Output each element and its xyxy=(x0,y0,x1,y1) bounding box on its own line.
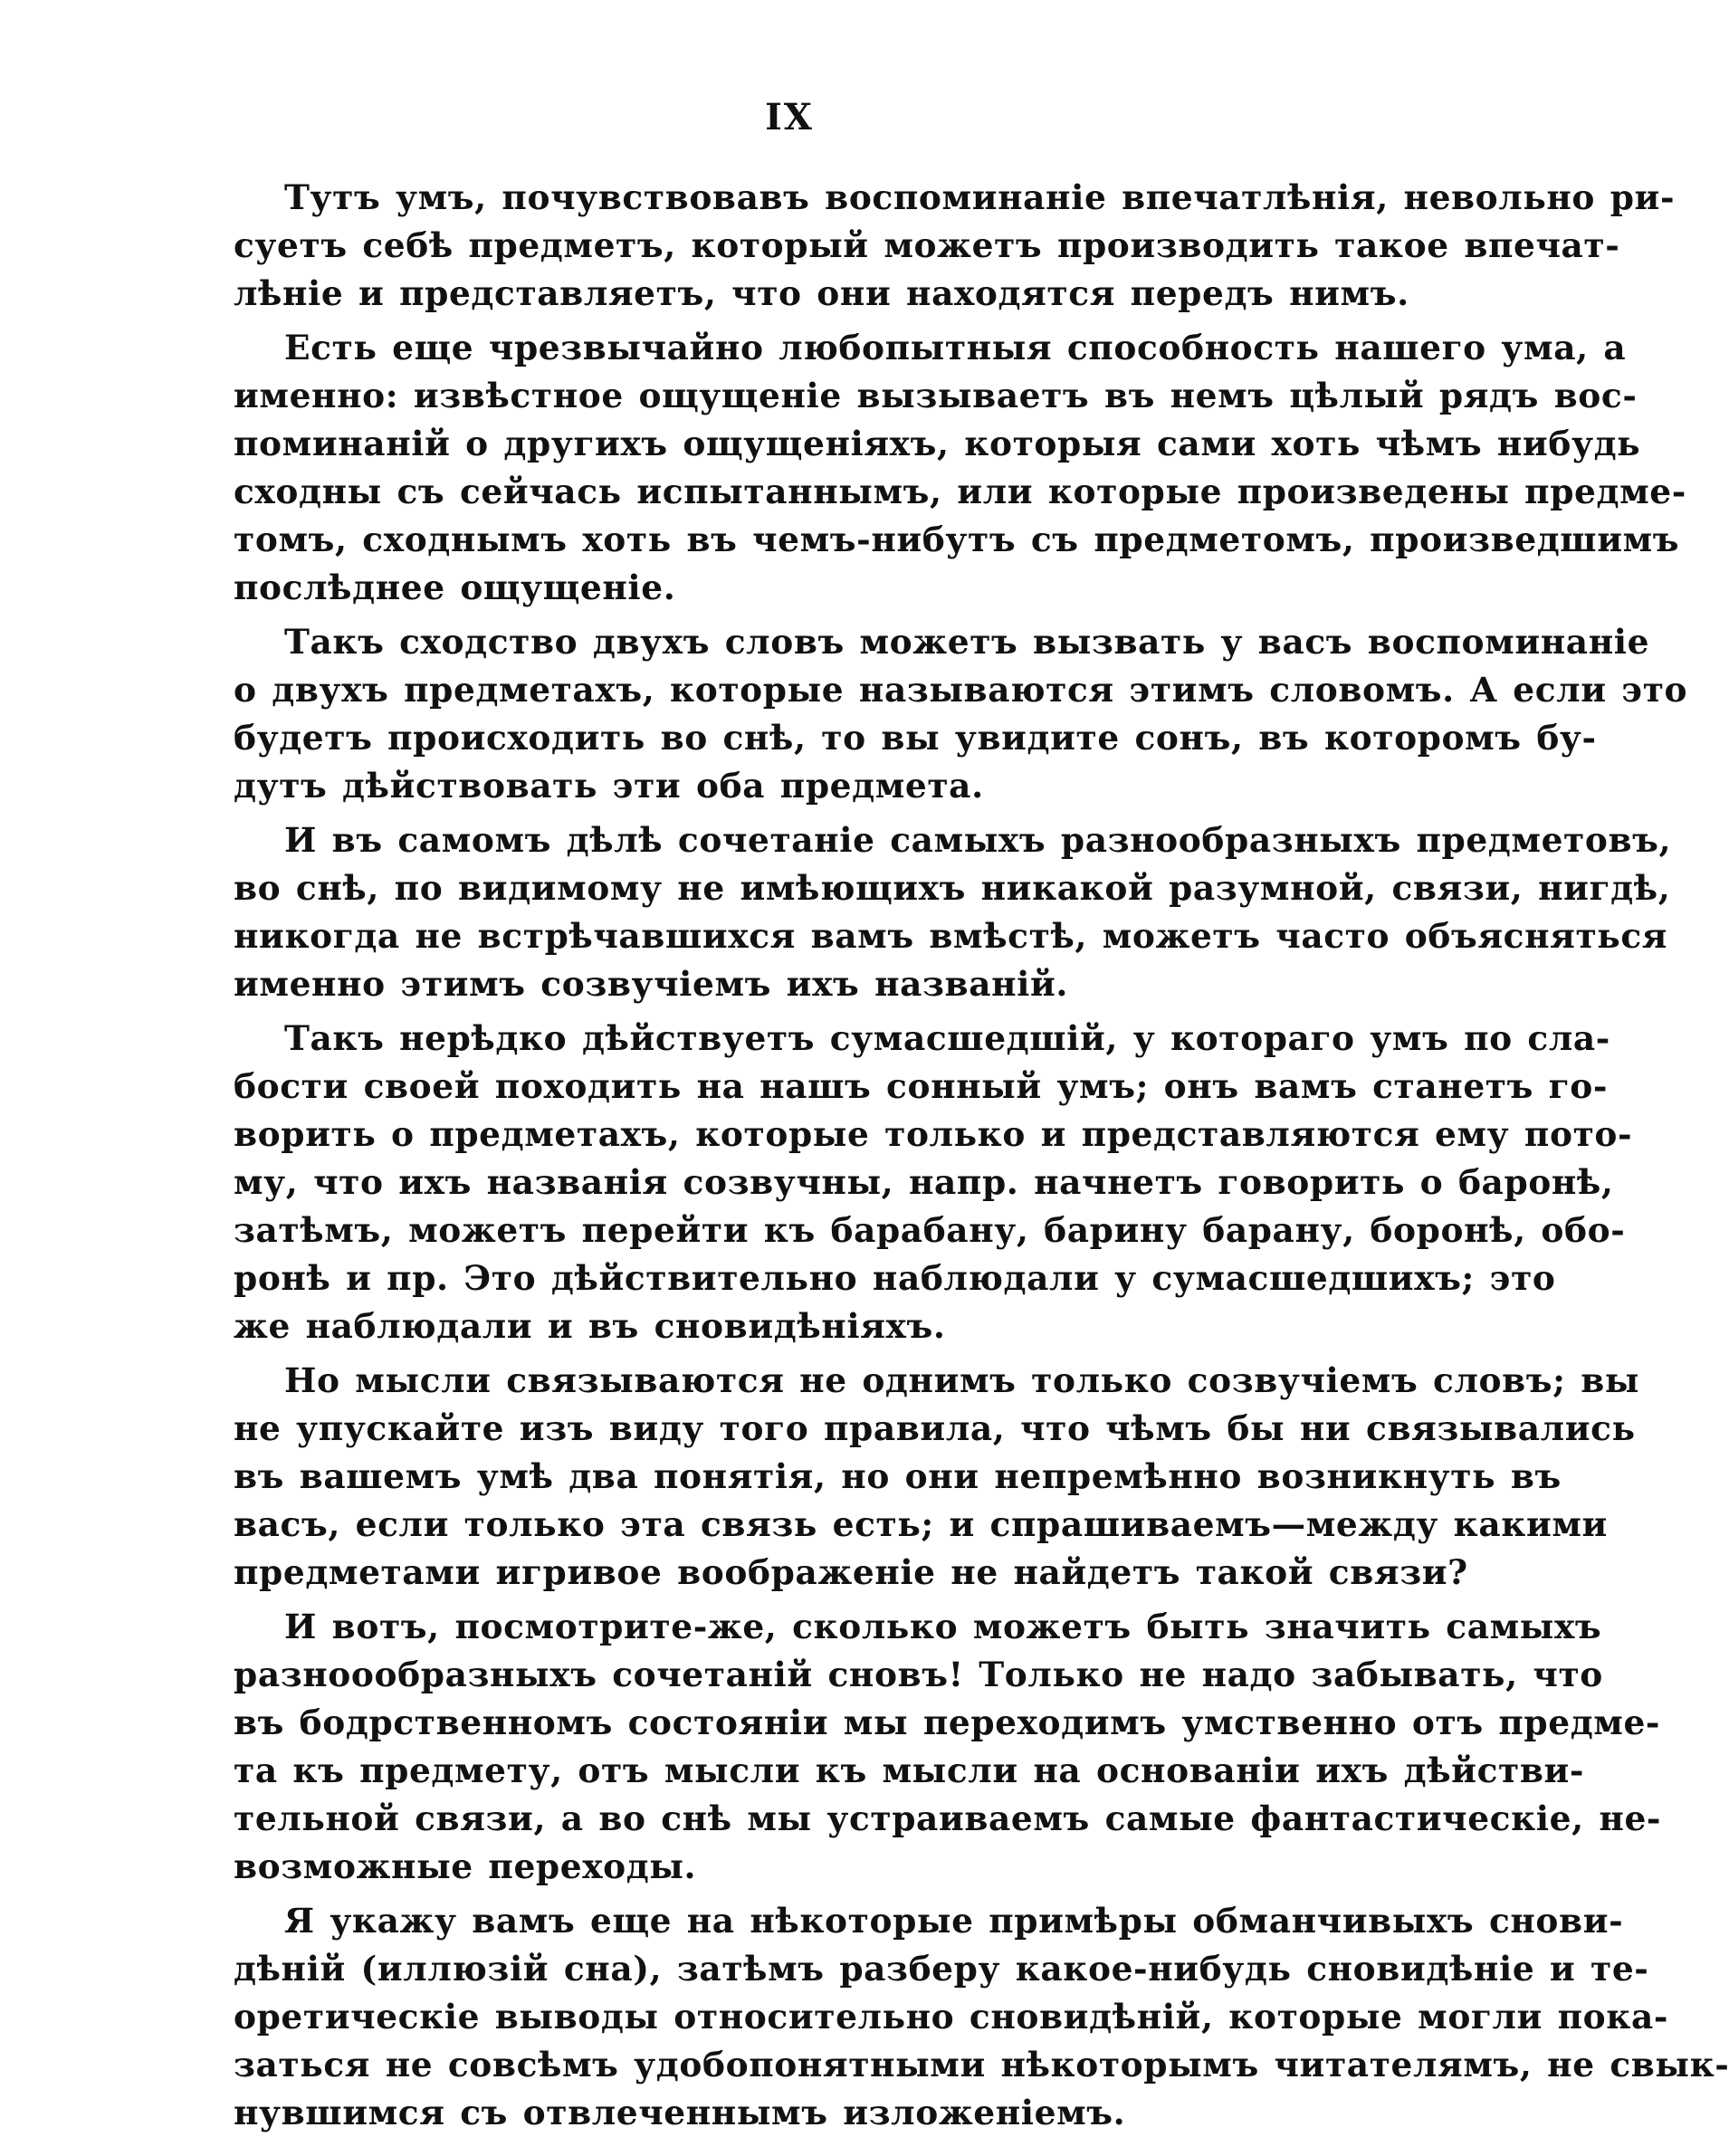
text-line: тельной связи, а во снѣ мы устраиваемъ самые фантастическіе, не- xyxy=(234,1798,1662,1838)
text-line: во снѣ, по видимому не имѣющихъ никакой разумной, связи, нигдѣ, xyxy=(234,868,1671,908)
text-line: васъ, если только эта связь есть; и спрашиваемъ—между какими xyxy=(234,1504,1608,1544)
text-line: не упускайте изъ виду того правила, что чѣмъ бы ни связывались xyxy=(234,1408,1636,1448)
text-line: Я укажу вамъ еще на нѣкоторые примѣры обманчивыхъ снови- xyxy=(284,1901,1624,1941)
paragraph-7 xyxy=(234,1603,1662,1891)
text-line: Есть еще чрезвычайно любопытныя способность нашего ума, а xyxy=(284,328,1627,367)
text-line: Тутъ умъ, почувствовавъ воспоминаніе впечатлѣнія, невольно ри- xyxy=(284,177,1676,217)
page-number: IX xyxy=(765,96,814,138)
text-line: суетъ себѣ предметъ, который можетъ производить такое впечат- xyxy=(234,225,1620,265)
text-line: будетъ происходить во снѣ, то вы увидите сонъ, въ которомъ бу- xyxy=(234,718,1597,758)
text-line: Такъ нерѣдко дѣйствуетъ сумасшедшій, у котораго умъ по сла- xyxy=(284,1018,1610,1058)
text-line: затѣмъ, можетъ перейти къ барабану, барину барану, боронѣ, обо- xyxy=(234,1210,1626,1250)
paragraph-3 xyxy=(234,618,1688,810)
paragraph-8 xyxy=(234,1897,1729,2137)
text-line: лѣніе и представляетъ, что они находятся передъ нимъ. xyxy=(234,273,1409,313)
text-line: та къ предмету, отъ мысли къ мысли на основаніи ихъ дѣйстви- xyxy=(234,1751,1585,1790)
text-line: послѣднее ощущеніе. xyxy=(234,568,676,607)
text-line: же наблюдали и въ сновидѣніяхъ. xyxy=(234,1306,946,1346)
body-text xyxy=(234,174,1729,2143)
text-line: И вотъ, посмотрите-же, сколько можетъ быть значить самыхъ xyxy=(284,1607,1602,1646)
text-line: бости своей походить на нашъ сонный умъ; онъ вамъ станетъ го- xyxy=(234,1066,1609,1106)
text-line: въ вашемъ умѣ два понятія, но они непремѣнно возникнуть въ xyxy=(234,1456,1562,1496)
text-line: дѣній (иллюзій сна), затѣмъ разберу какое-нибудь сновидѣніе и те- xyxy=(234,1949,1649,1989)
text-line: предметами игривое воображеніе не найдетъ такой связи? xyxy=(234,1552,1468,1592)
text-line: ворить о предметахъ, которые только и представляются ему пото- xyxy=(234,1114,1633,1154)
text-line: никогда не встрѣчавшихся вамъ вмѣстѣ, можетъ часто объясняться xyxy=(234,916,1668,956)
text-line: въ бодрственномъ состояніи мы переходимъ умственно отъ предме- xyxy=(234,1703,1661,1742)
text-line: нувшимся съ отвлеченнымъ изложеніемъ. xyxy=(234,2093,1126,2132)
text-line: именно этимъ созвучіемъ ихъ названій. xyxy=(234,964,1069,1004)
paragraph-4 xyxy=(234,816,1672,1008)
text-line: му, что ихъ названія созвучны, напр. начнетъ говорить о баронѣ, xyxy=(234,1162,1614,1202)
paragraph-6 xyxy=(234,1357,1640,1597)
paragraph-1 xyxy=(234,174,1676,318)
text-line: оретическіе выводы относительно сновидѣній, которые могли пока- xyxy=(234,1997,1669,2037)
text-line: о двухъ предметахъ, которые называются этимъ словомъ. А если это xyxy=(234,670,1688,710)
text-line: Такъ сходство двухъ словъ можетъ вызвать у васъ воспоминаніе xyxy=(284,622,1650,662)
text-line: заться не совсѣмъ удобопонятными нѣкоторымъ читателямъ, не свык- xyxy=(234,2045,1729,2084)
text-line: ронѣ и пр. Это дѣйствительно наблюдали у сумасшедшихъ; это xyxy=(234,1258,1556,1298)
text-line: дутъ дѣйствовать эти оба предмета. xyxy=(234,766,984,806)
text-line: Но мысли связываются не однимъ только созвучіемъ словъ; вы xyxy=(284,1360,1640,1400)
text-line: поминаній о другихъ ощущеніяхъ, которыя сами хоть чѣмъ нибудь xyxy=(234,424,1641,463)
text-line: возможные переходы. xyxy=(234,1846,697,1886)
paragraph-5 xyxy=(234,1015,1633,1350)
text-line: томъ, сходнымъ хоть въ чемъ-нибутъ съ предметомъ, произведшимъ xyxy=(234,520,1680,559)
text-line: И въ самомъ дѣлѣ сочетаніе самыхъ разнообразныхъ предметовъ, xyxy=(284,820,1672,860)
text-line: сходны съ сейчась испытаннымъ, или которые произведены предме- xyxy=(234,472,1686,511)
text-line: именно: извѣстное ощущеніе вызываетъ въ немъ цѣлый рядъ вос- xyxy=(234,376,1638,415)
text-line: разноообразныхъ сочетаній сновъ! Только не надо забывать, что xyxy=(234,1655,1603,1694)
paragraph-2 xyxy=(234,324,1686,612)
